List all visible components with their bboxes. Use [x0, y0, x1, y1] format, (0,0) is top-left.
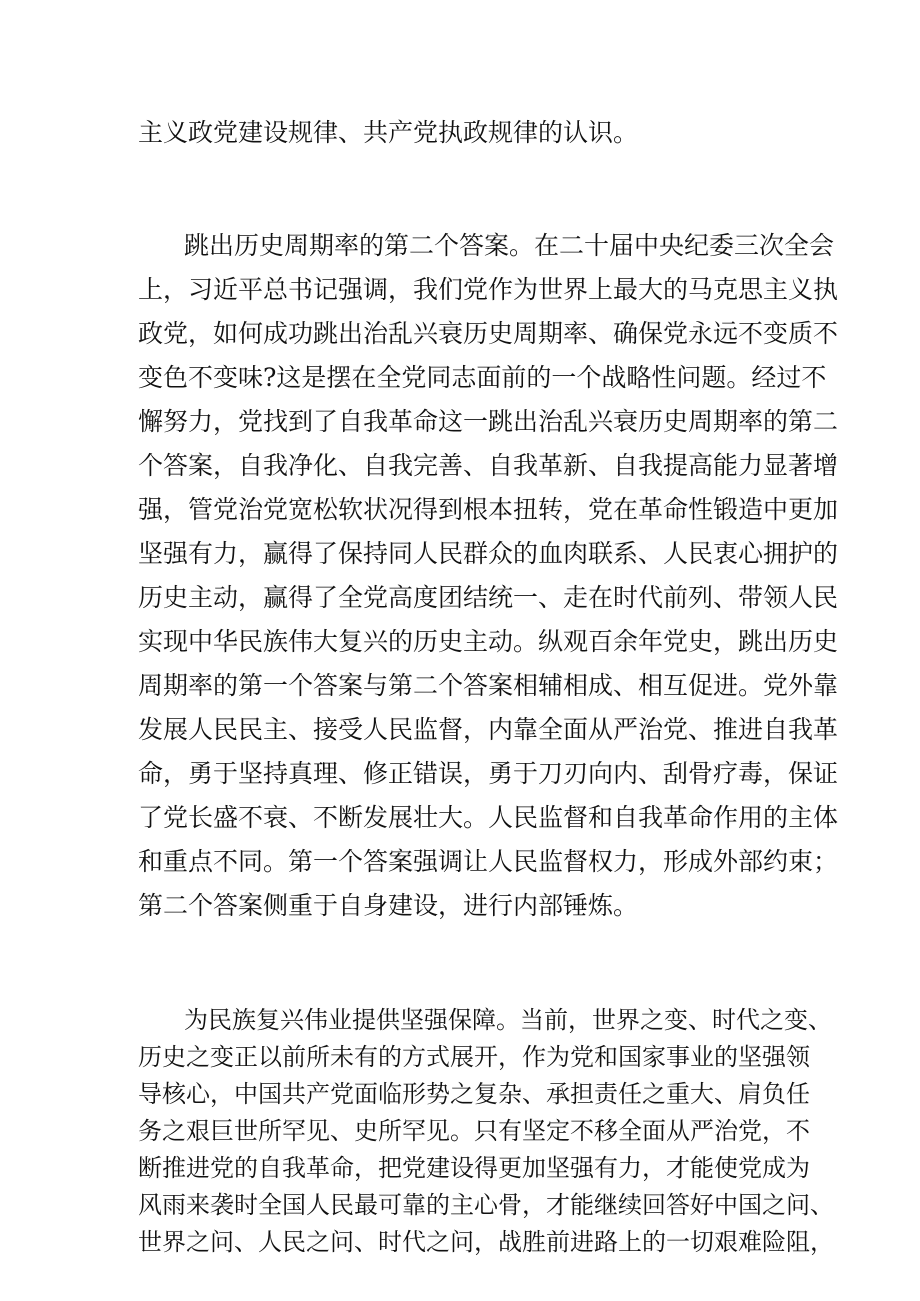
- text-line: 发展人民民主、接受人民监督，内靠全面从严治党、推进自我革: [138, 715, 839, 744]
- text-line: 周期率的第一个答案与第二个答案相辅相成、相互促进。党外靠: [138, 671, 839, 700]
- text-line: 政党，如何成功跳出治乱兴衰历史周期率、确保党永远不变质不: [138, 319, 839, 348]
- text-line: 历史之变正以前所未有的方式展开，作为党和国家事业的坚强领: [138, 1043, 810, 1071]
- text-line: 第二个答案侧重于自身建设，进行内部锤炼。: [138, 891, 639, 920]
- text-line: 懈努力，党找到了自我革命这一跳出治乱兴衰历史周期率的第二: [138, 407, 839, 436]
- text-line: 强，管党治党宽松软状况得到根本扭转，党在革命性锻造中更加: [138, 495, 839, 524]
- text-line: 和重点不同。第一个答案强调让人民监督权力，形成外部约束；: [138, 847, 839, 876]
- text-line: 断推进党的自我革命，把党建设得更加坚强有力，才能使党成为: [138, 1154, 810, 1182]
- text-line: 主义政党建设规律、共产党执政规律的认识。: [138, 118, 639, 147]
- text-line: 命，勇于坚持真理、修正错误，勇于刀刃向内、刮骨疗毒，保证: [138, 759, 839, 788]
- text-line: 个答案，自我净化、自我完善、自我革新、自我提高能力显著增: [138, 451, 839, 480]
- text-line: 世界之问、人民之问、时代之问，战胜前进路上的一切艰难险阻，: [138, 1228, 834, 1256]
- text-line: 了党长盛不衰、不断发展壮大。人民监督和自我革命作用的主体: [138, 803, 839, 832]
- text-line: 导核心，中国共产党面临形势之复杂、承担责任之重大、肩负任: [138, 1080, 810, 1108]
- paragraph-heading-line: 跳出历史周期率的第二个答案。在二十届中央纪委三次全会: [184, 231, 835, 260]
- text-line: 变色不变味?这是摆在全党同志面前的一个战略性问题。经过不: [138, 363, 827, 392]
- text-line: 务之艰巨世所罕见、史所罕见。只有坚定不移全面从严治党，不: [138, 1117, 810, 1145]
- text-line: 实现中华民族伟大复兴的历史主动。纵观百余年党史，跳出历史: [138, 627, 839, 656]
- text-line: 风雨来袭时全国人民最可靠的主心骨，才能继续回答好中国之问、: [138, 1191, 834, 1219]
- paragraph-heading-line: 为民族复兴伟业提供坚强保障。当前，世界之变、时代之变、: [184, 1006, 832, 1034]
- text-line: 上，习近平总书记强调，我们党作为世界上最大的马克思主义执: [138, 275, 839, 304]
- text-line: 历史主动，赢得了全党高度团结统一、走在时代前列、带领人民: [138, 583, 839, 612]
- text-line: 坚强有力，赢得了保持同人民群众的血肉联系、人民衷心拥护的: [138, 539, 839, 568]
